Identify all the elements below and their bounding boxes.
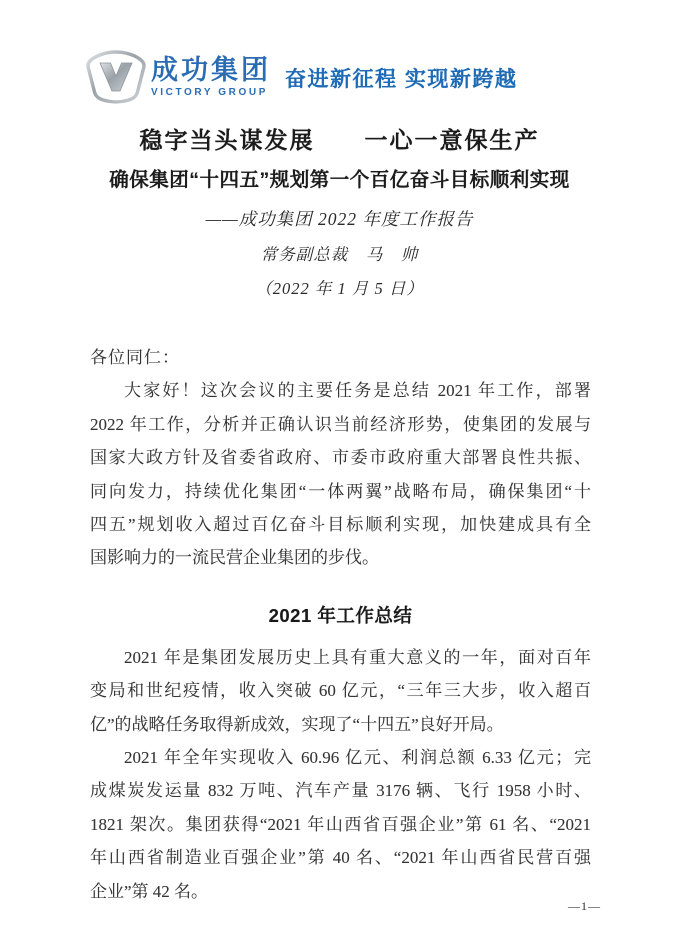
report-date: （2022 年 1 月 5 日） [255, 279, 424, 298]
brand-name-cn: 成功集团 [151, 55, 271, 85]
body-line: 企业”第 42 名。 [90, 881, 209, 901]
brand-block [151, 50, 271, 98]
body-line: 国影响力的一流民营企业集团的步伐。 [90, 548, 379, 568]
body-line: 2022 年工作，分析并正确认识当前经济形势，使集团的发展与 [90, 414, 591, 434]
letterhead [0, 0, 679, 106]
report-title-subtitle: 确保集团“十四五”规划第一个百亿奋斗目标顺利实现 [109, 169, 570, 191]
body-line: 成煤炭发运量 832 万吨、汽车产量 3176 辆、飞行 1958 小时、 [90, 781, 591, 801]
victory-v-emblem-icon [86, 50, 146, 106]
body-line: 2021 年是集团发展历史上具有重大意义的一年，面对百年 [124, 647, 591, 667]
victory-v-emblem-icon [86, 50, 146, 106]
document-body [0, 341, 679, 908]
report-byline: ——成功集团 2022 年度工作报告 [205, 209, 474, 229]
body-line: 四五”规划收入超过百亿奋斗目标顺利实现，加快建成具有全 [90, 515, 591, 535]
body-line: 年山西省制造业百强企业”第 40 名、“2021 年山西省民营百强 [90, 848, 591, 868]
report-presenter: 常务副总裁 马 帅 [260, 245, 419, 264]
header-slogan: 奋进新征程 实现新跨越 [285, 68, 518, 91]
body-line: 亿”的战略任务取得新成效，实现了“十四五”良好开局。 [90, 714, 504, 734]
body-line: 大家好！这次会议的主要任务是总结 2021 年工作，部署 [124, 381, 591, 401]
salutation: 各位同仁： [90, 348, 180, 367]
section-heading: 2021 年工作总结 [268, 604, 413, 626]
body-line: 1821 架次。集团获得“2021 年山西省百强企业”第 61 名、“2021 [90, 814, 591, 834]
body-line: 国家大政方针及省委省政府、市委市政府重大部署良性共振、 [90, 448, 591, 468]
page-number: —1— [568, 899, 601, 913]
body-line: 2021 年全年实现收入 60.96 亿元、利润总额 6.33 亿元；完 [124, 748, 591, 768]
body-line: 变局和世纪疫情，收入突破 60 亿元，“三年三大步，收入超百 [90, 681, 591, 701]
brand-name-en: VICTORY GROUP [151, 87, 268, 98]
report-title-main: 稳字当头谋发展 一心一意保生产 [139, 127, 540, 153]
body-line: 同向发力，持续优化集团“一体两翼”战略布局，确保集团“十 [90, 481, 591, 501]
